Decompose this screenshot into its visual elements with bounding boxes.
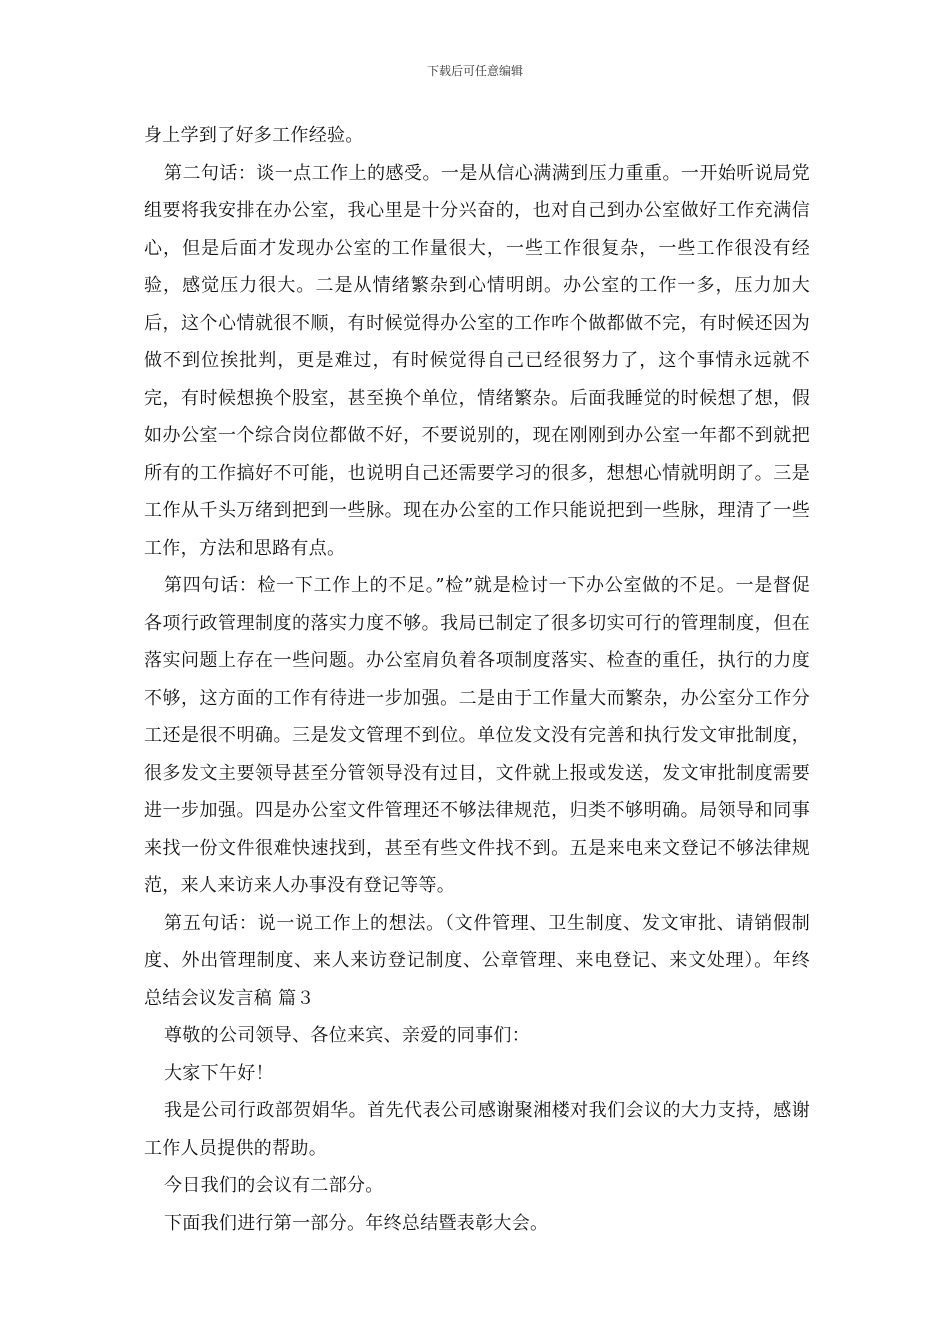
page-header-note: 下载后可任意编辑: [426, 64, 523, 78]
paragraph-continuation: 身上学到了好多工作经验。: [144, 125, 364, 146]
paragraph-greeting: 大家下午好！: [164, 1062, 274, 1084]
paragraph-agenda: 今日我们的会议有二部分。: [164, 1175, 384, 1196]
paragraph-second-point: 第二句话：谈一点工作上的感受。一是从信心满满到压力重重。一开始听说局党组要将我安排在办公室，我心里是十分兴奋的，也对自己到办公室做好工作充满信心，但是后面才发现办公室的工作量很大，一些工作很复杂，一些工作很没有经验，感觉压力很大。二是从情绪繁杂到心情明朗。办公室的工作一多，压力加大后，这个心情就很不顺，有时候觉得办公室的工作咋个做都做不完，有时候还因为做不到位挨批判，更是难过，有时候觉得自己已经很努力了，这个事情永远就不完，有时候想换个股室，甚至换个单位，情绪繁杂。后面我睡觉的时候想了想，假如办公室一个综合岗位都做不好，不要说别的，现在刚刚到办公室一年都不到就把所有的工作搞好不可能，也说明自己还需要学习的很多，想想心情就明朗了。三是工作从千头万绪到把到一些脉。现在办公室的工作只能说把到一些脉，理清了一些工作，方法和思路有点。: [144, 162, 810, 559]
paragraph-salutation: 尊敬的公司领导、各位来宾、亲爱的同事们：: [164, 1025, 530, 1046]
document-body: [144, 117, 810, 1242]
paragraph-fourth-point: 第四句话：检一下工作上的不足。”检”就是检讨一下办公室做的不足。一是督促各项行政管理制度的落实力度不够。我局已制定了很多切实可行的管理制度，但在落实问题上存在一些问题。办公室肩负着各项制度落实、检查的重任，执行的力度不够，这方面的工作有待进一步加强。二是由于工作量大而繁杂，办公室分工作分工还是很不明确。三是发文管理不到位。单位发文没有完善和执行发文审批制度，很多发文主要领导甚至分管领导没有过目，文件就上报或发送，发文审批制度需要进一步加强。四是办公室文件管理还不够法律规范，归类不够明确。局领导和同事来找一份文件很难快速找到，甚至有些文件找不到。五是来电来文登记不够法律规范，来人来访来人办事没有登记等等。: [144, 575, 810, 896]
paragraph-first-part: 下面我们进行第一部分。年终总结暨表彰大会。: [164, 1212, 549, 1234]
paragraph-fifth-point: 第五句话：说一说工作上的想法。（文件管理、卫生制度、发文审批、请销假制度、外出管理制度、来人来访登记制度、公章管理、来电登记、来文处理）。年终总结会议发言稿 篇３: [144, 912, 810, 1009]
paragraph-introduction: 我是公司行政部贺娟华。首先代表公司感谢聚湘楼对我们会议的大力支持，感谢工作人员提供的帮助。: [144, 1100, 810, 1159]
